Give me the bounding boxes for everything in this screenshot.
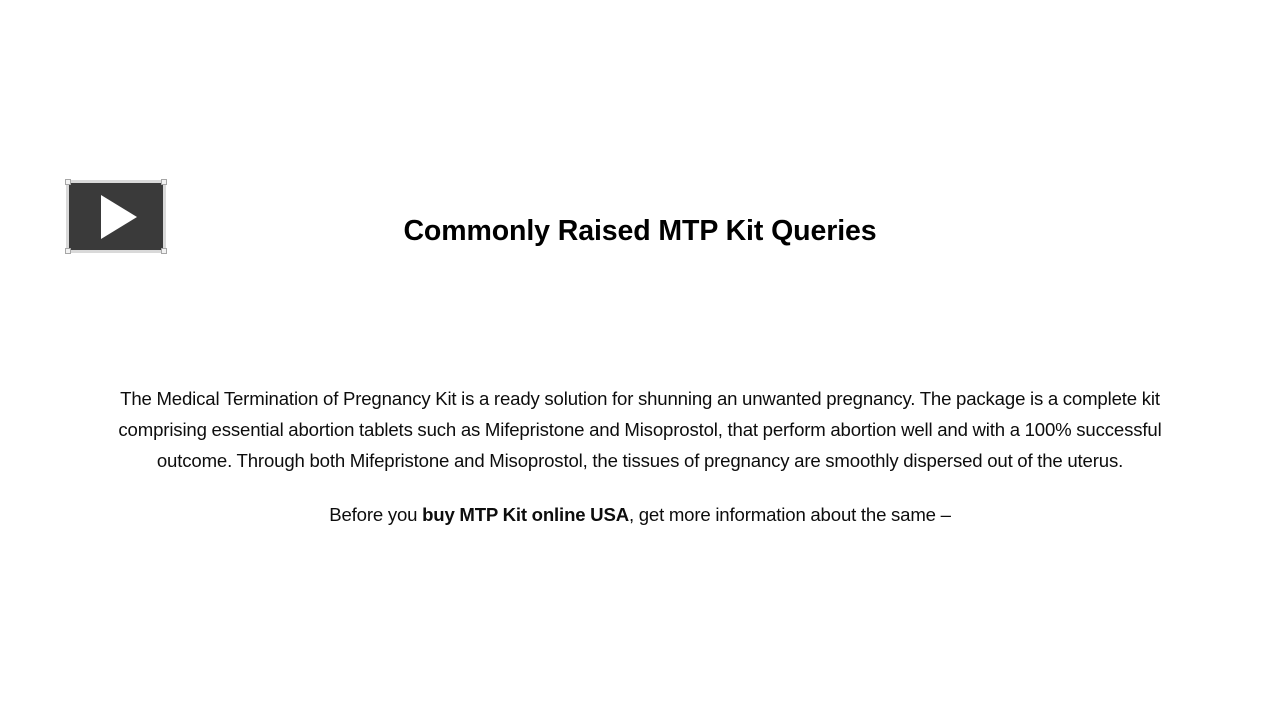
- selection-handle-bottom-left[interactable]: [65, 248, 71, 254]
- slide-title: Commonly Raised MTP Kit Queries: [403, 215, 877, 248]
- body-paragraph-cta: [90, 499, 1190, 530]
- selection-handle-top-left[interactable]: [65, 179, 71, 185]
- slide-body: [90, 383, 1190, 530]
- cta-bold-phrase: buy MTP Kit online USA: [422, 504, 629, 525]
- selection-handle-top-right[interactable]: [161, 179, 167, 185]
- video-placeholder[interactable]: [66, 180, 166, 253]
- play-icon[interactable]: [101, 195, 137, 239]
- cta-suffix-text: , get more information about the same –: [629, 504, 951, 525]
- cta-prefix-text: Before you: [329, 504, 423, 525]
- body-paragraph-intro: The Medical Termination of Pregnancy Kit is a ready solution for shunning an unwanted pregnancy. The package is a complete kit comprising essential abortion tablets such as Mifepristone and Misoprostol, that perform abortion well and with a 100% successful outcome. Through both Mifepristone and Misoprostol, the tissues of pregnancy are smoothly dispersed out of the uterus.: [118, 388, 1162, 471]
- selection-handle-bottom-right[interactable]: [161, 248, 167, 254]
